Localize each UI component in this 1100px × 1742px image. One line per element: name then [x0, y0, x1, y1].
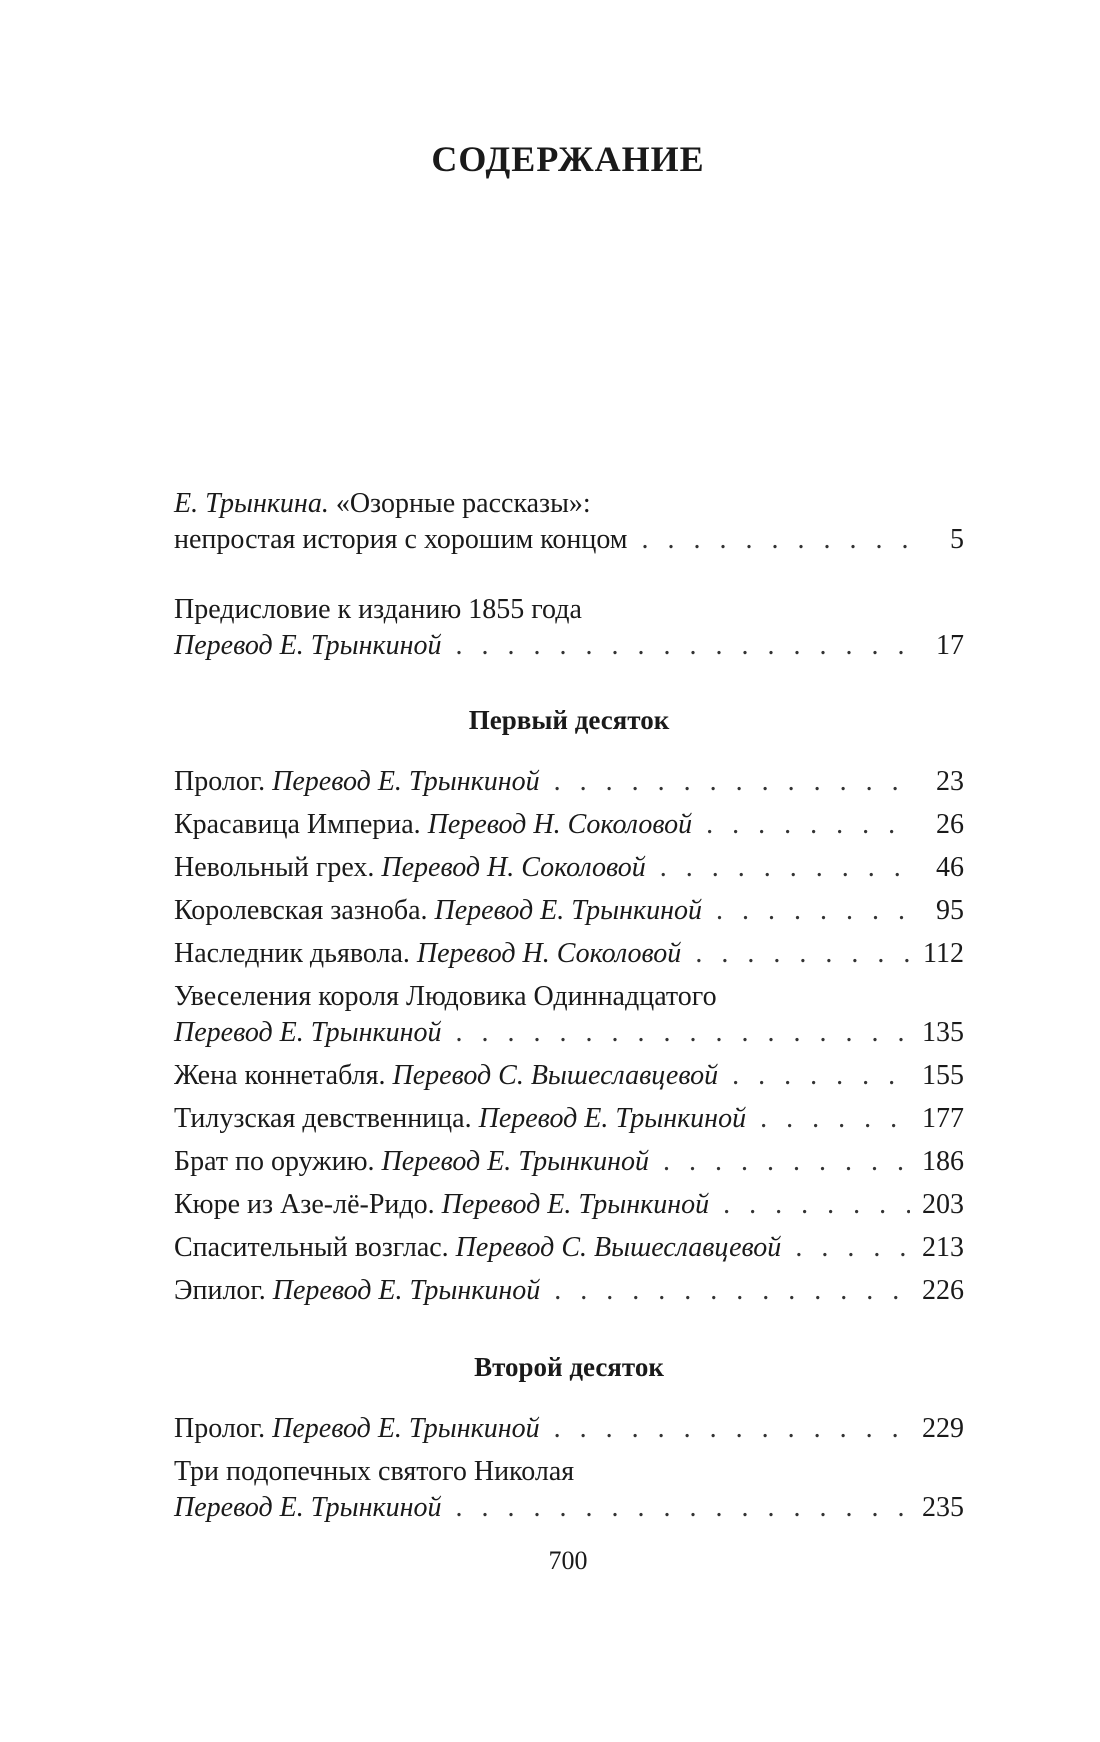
entry-page-number: 112 [923, 938, 964, 969]
entry-row [174, 522, 964, 558]
entry-page-number: 46 [936, 852, 964, 883]
page-number: 700 [548, 1546, 588, 1575]
dot-leader [455, 1490, 910, 1526]
entry-page-number: 177 [922, 1103, 964, 1134]
toc-entry [174, 764, 964, 800]
entry-translator: Перевод Н. Соколовой [427, 809, 693, 840]
entry-translator: Перевод Е. Трынкиной [381, 1146, 649, 1177]
entry-page-number: 17 [936, 630, 964, 661]
entry-translator: Перевод Е. Трынкиной [174, 1492, 442, 1523]
entry-translator: Перевод Н. Соколовой [381, 852, 646, 883]
entry-author: Е. Трынкина. [174, 488, 329, 519]
entry-title-part: «Озорные рассказы»: [328, 488, 591, 519]
entry-row [174, 1101, 964, 1137]
entry-row [174, 1187, 964, 1223]
entry-title: Спасительный возглас. [174, 1232, 449, 1263]
dot-leader [760, 1101, 910, 1137]
entry-row [174, 1015, 964, 1051]
entry-title: Эпилог. [174, 1275, 266, 1306]
entry-page-number: 26 [936, 809, 964, 840]
entry-title: Пролог. [174, 1413, 266, 1444]
entry-title: Жена коннетабля. [174, 1060, 386, 1091]
dot-leader [554, 1273, 910, 1309]
entry-row [174, 1058, 964, 1094]
entry-page-number: 226 [922, 1275, 964, 1306]
dot-leader [455, 1015, 910, 1051]
entry-row [174, 807, 964, 843]
entry-page-number: 235 [922, 1492, 964, 1523]
toc-entry [174, 1230, 964, 1266]
toc-entry [174, 1273, 964, 1309]
toc-entry [174, 1411, 964, 1447]
entry-row [174, 1411, 964, 1447]
entry-title: Предисловие к изданию 1855 года [174, 594, 582, 625]
dot-leader [455, 628, 916, 664]
entry-translator: Перевод Е. Трынкиной [272, 766, 540, 797]
entry-row [174, 893, 964, 929]
dot-leader [660, 850, 916, 886]
toc-entry [174, 979, 964, 1051]
toc-entry [174, 893, 964, 929]
toc-entry [174, 1187, 964, 1223]
entry-translator: Перевод Е. Трынкиной [174, 630, 442, 661]
dot-leader [642, 522, 916, 558]
entry-page-number: 95 [936, 895, 964, 926]
entry-page-number: 135 [922, 1017, 964, 1048]
entry-translator: Перевод Н. Соколовой [416, 938, 682, 969]
toc-entry [174, 1058, 964, 1094]
entry-page-number: 229 [922, 1413, 964, 1444]
page-title: СОДЕРЖАНИЕ [431, 139, 705, 179]
entry-title: Пролог. [174, 766, 266, 797]
entry-translator: Перевод С. Вышеславцевой [392, 1060, 719, 1091]
toc-entry [174, 850, 964, 886]
entry-title: Красавица Империа. [174, 809, 421, 840]
toc-entry [174, 807, 964, 843]
entry-title: Невольный грех. [174, 852, 375, 883]
entry-page-number: 5 [950, 524, 964, 555]
entry-translator: Перевод С. Вышеславцевой [455, 1232, 782, 1263]
toc-entry [174, 1454, 964, 1526]
dot-leader [732, 1058, 910, 1094]
entry-page-number: 186 [922, 1146, 964, 1177]
entry-page-number: 213 [922, 1232, 964, 1263]
entry-first-line [174, 486, 964, 522]
entry-title: Три подопечных святого Николая [174, 1456, 575, 1487]
dot-leader [716, 893, 916, 929]
dot-leader [663, 1144, 910, 1180]
entry-row [174, 850, 964, 886]
toc-entry-intro-essay [174, 486, 964, 558]
toc-entry [174, 1101, 964, 1137]
entry-title-continued: непростая история с хорошим концом [174, 524, 628, 555]
dot-leader [723, 1187, 910, 1223]
section-heading: Первый десяток [468, 705, 670, 735]
entry-title: Королевская зазноба. [174, 895, 428, 926]
section-heading: Второй десяток [474, 1352, 664, 1382]
dot-leader [695, 936, 911, 972]
entry-row [174, 1490, 964, 1526]
entry-title: Брат по оружию. [174, 1146, 375, 1177]
toc-entry [174, 1144, 964, 1180]
entry-row [174, 628, 964, 664]
entry-translator: Перевод Е. Трынкиной [174, 1017, 442, 1048]
entry-row [174, 764, 964, 800]
toc-entry-preface [174, 592, 964, 664]
entry-translator: Перевод Е. Трынкиной [434, 895, 702, 926]
entry-title: Наследник дьявола. [174, 938, 410, 969]
entry-title: Тилузская девственница. [174, 1103, 472, 1134]
entry-row [174, 1273, 964, 1309]
entry-translator: Перевод Е. Трынкиной [272, 1413, 540, 1444]
entry-row [174, 936, 964, 972]
entry-page-number: 155 [922, 1060, 964, 1091]
toc-entry [174, 936, 964, 972]
entry-translator: Перевод Е. Трынкиной [272, 1275, 541, 1306]
entry-row [174, 1144, 964, 1180]
entry-title: Увеселения короля Людовика Одиннадцатого [174, 981, 717, 1012]
dot-leader [795, 1230, 910, 1266]
dot-leader [554, 1411, 910, 1447]
entry-row [174, 1230, 964, 1266]
entry-page-number: 203 [922, 1189, 964, 1220]
entry-page-number: 23 [936, 766, 964, 797]
dot-leader [554, 764, 916, 800]
entry-translator: Перевод Е. Трынкиной [478, 1103, 747, 1134]
dot-leader [706, 807, 916, 843]
table-of-contents [174, 486, 964, 1526]
entry-title: Кюре из Азе-лё-Ридо. [174, 1189, 435, 1220]
entry-translator: Перевод Е. Трынкиной [441, 1189, 710, 1220]
